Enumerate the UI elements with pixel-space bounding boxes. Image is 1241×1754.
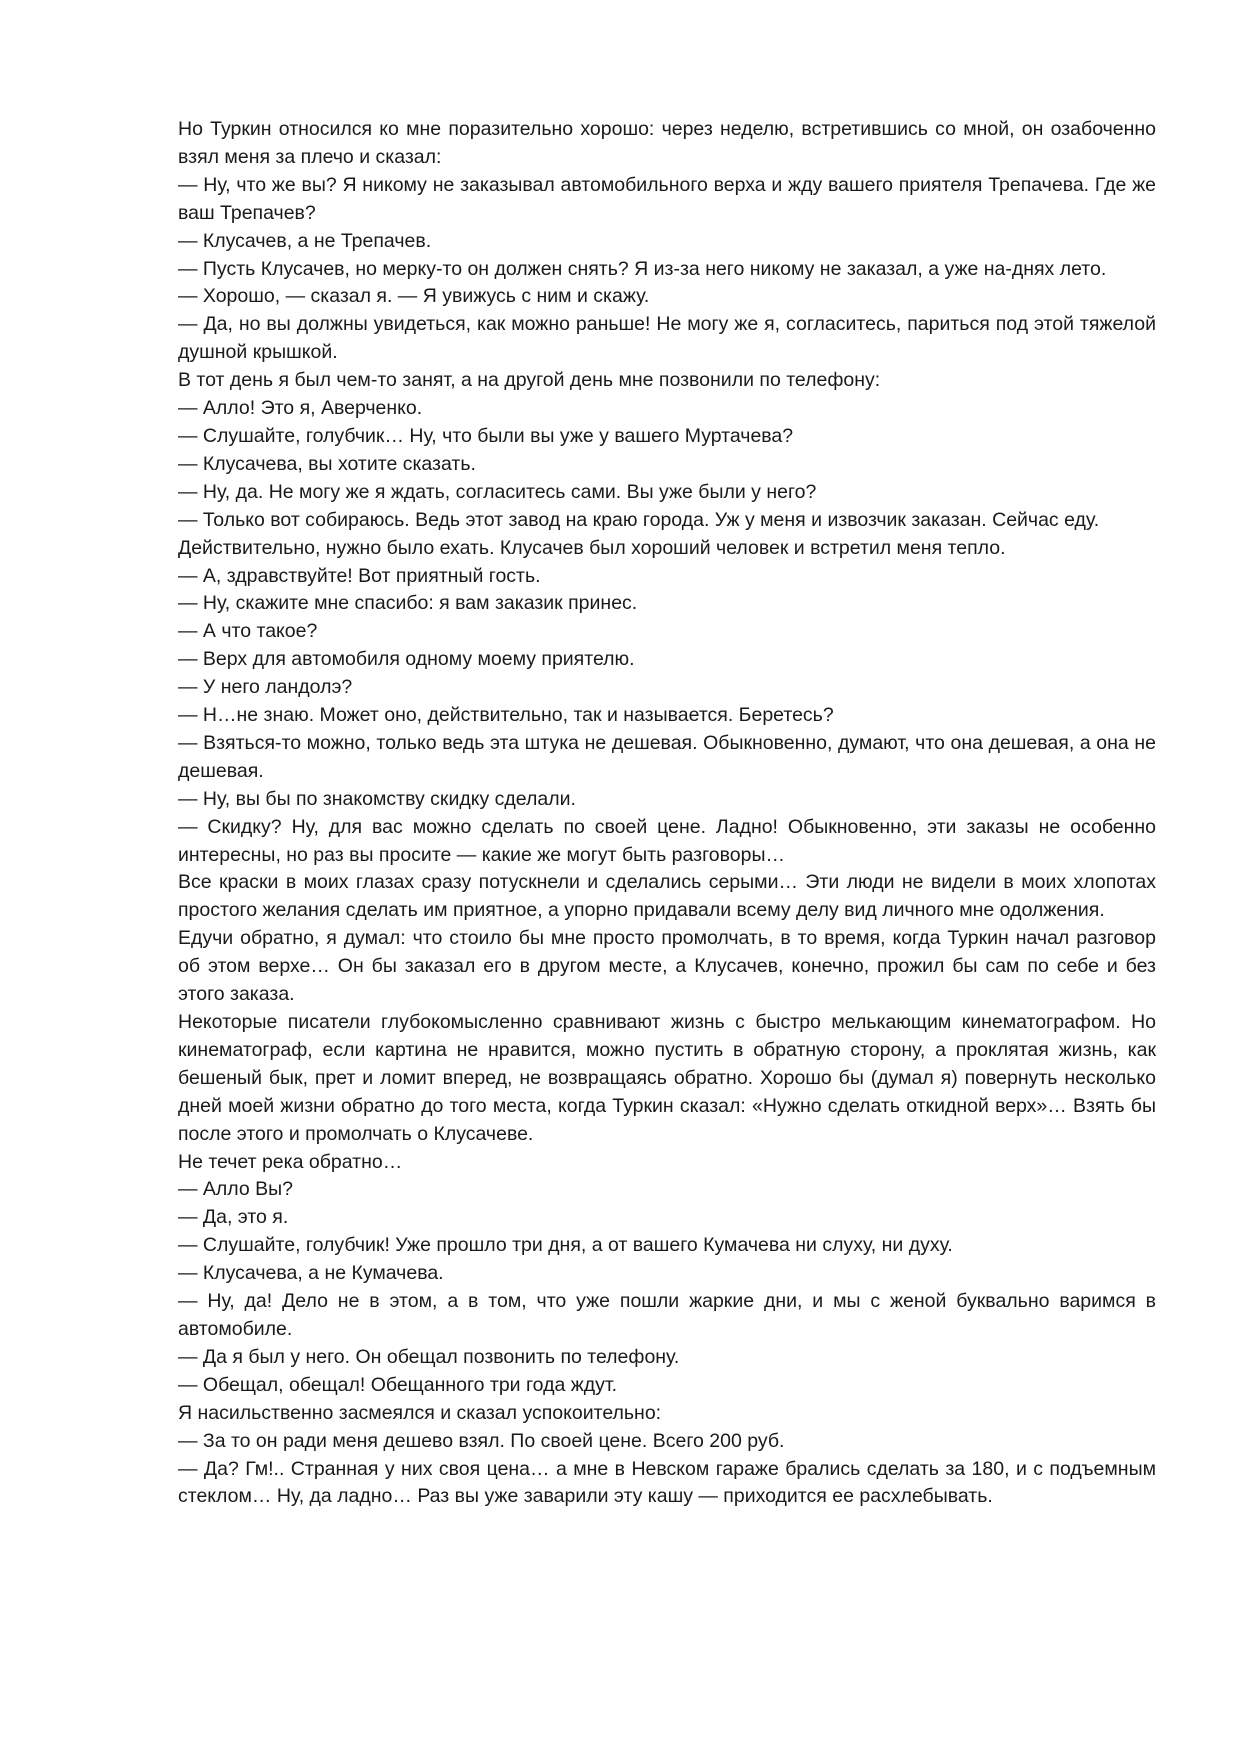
paragraph: — Только вот собираюсь. Ведь этот завод на краю города. Уж у меня и извозчик заказан. Сейчас еду. (178, 508, 1100, 531)
paragraph: — Клусачева, а не Кумачева. (178, 1262, 444, 1285)
paragraph: — Пусть Клусачев, но мерку-то он должен снять? Я из-за него никому не заказал, а уже на-днях лето. (178, 257, 1107, 280)
paragraph: — Да, это я. (178, 1206, 289, 1229)
paragraph: — Алло! Это я, Аверченко. (178, 397, 423, 420)
paragraph: — Слушайте, голубчик… Ну, что были вы уже у вашего Муртачева? (178, 424, 794, 447)
paragraph: — Ну, скажите мне спасибо: я вам заказик принес. (178, 592, 638, 615)
paragraph: — Клусачева, вы хотите сказать. (178, 452, 476, 475)
paragraph: — А, здравствуйте! Вот приятный гость. (178, 564, 541, 587)
paragraph: — Ну, вы бы по знакомству скидку сделали. (178, 787, 576, 810)
paragraph: Не течет река обратно… (178, 1150, 403, 1173)
document-page (178, 116, 1156, 1511)
paragraph: — Взяться-то можно, только ведь эта штука не дешевая. Обыкновенно, думают, что она дешевая, а она не дешевая. (178, 731, 1156, 782)
paragraph: — Да, но вы должны увидеться, как можно раньше! Не могу же я, согласитесь, париться под этой тяжелой душной крышкой. (178, 313, 1156, 364)
paragraph: — Ну, что же вы? Я никому не заказывал автомобильного верха и жду вашего приятеля Трепачева. Где же ваш Трепачев? (178, 173, 1156, 224)
paragraph: — За то он ради меня дешево взял. По своей цене. Всего 200 руб. (178, 1429, 785, 1452)
paragraph: Все краски в моих глазах сразу потускнели и сделались серыми… Эти люди не видели в моих хлопотах простого желания сделать им приятное, а упорно придавали всему делу вид личного мне одолжения. (178, 871, 1156, 922)
paragraph: — Верх для автомобиля одному моему приятелю. (178, 648, 635, 671)
paragraph: Действительно, нужно было ехать. Клусачев был хороший человек и встретил меня тепло. (178, 536, 1006, 559)
paragraph: В тот день я был чем-то занят, а на другой день мне позвонили по телефону: (178, 369, 881, 392)
paragraph: — Клусачев, а не Трепачев. (178, 229, 432, 252)
paragraph: — Ну, да! Дело не в этом, а в том, что уже пошли жаркие дни, и мы с женой буквально варимся в автомобиле. (178, 1290, 1156, 1340)
paragraph: — Да? Гм!.. Странная у них своя цена… а мне в Невском гараже брались сделать за 180, и с подъемным стеклом… Ну, да ладно… Раз вы уже заварили эту кашу — приходится ее расхлебывать. (178, 1457, 1156, 1508)
paragraph: — Слушайте, голубчик! Уже прошло три дня, а от вашего Кумачева ни слуху, ни духу. (178, 1234, 953, 1257)
paragraph: — Да я был у него. Он обещал позвонить по телефону. (178, 1345, 680, 1368)
paragraph: — Ну, да. Не могу же я ждать, согласитесь сами. Вы уже были у него? (178, 480, 817, 503)
paragraph: Некоторые писатели глубокомысленно сравнивают жизнь с быстро мелькающим кинематографом. Но кинематограф, если картина не нравится, можно пустить в обратную сторону, а проклятая жизнь, как бешеный бык, прет и ломит вперед, не возвращаясь обратно. Хорошо бы (думал я) повернуть несколько дней моей жизни обратно до того места, когда Туркин сказал: «Нужно сделать откидной верх»… Взять бы после этого и промолчать о Клусачеве. (178, 1011, 1156, 1145)
paragraph: — А что такое? (178, 620, 318, 643)
paragraph: — Скидку? Ну, для вас можно сделать по своей цене. Ладно! Обыкновенно, эти заказы не особенно интересны, но раз вы просите — какие же могут быть разговоры… (178, 815, 1156, 866)
paragraph: — Алло Вы? (178, 1178, 294, 1201)
paragraph: Едучи обратно, я думал: что стоило бы мне просто промолчать, в то время, когда Туркин начал разговор об этом верхе… Он бы заказал его в другом месте, а Клусачев, конечно, прожил бы сам по себе и без этого заказа. (178, 927, 1156, 1006)
paragraph: — Н…не знаю. Может оно, действительно, так и называется. Беретесь? (178, 704, 834, 727)
paragraph: — У него ландолэ? (178, 676, 353, 699)
paragraph: Я насильственно засмеялся и сказал успокоительно: (178, 1401, 662, 1424)
paragraph: Но Туркин относился ко мне поразительно хорошо: через неделю, встретившись со мной, он озабоченно взял меня за плечо и сказал: (178, 118, 1156, 168)
paragraph: — Хорошо, — сказал я. — Я увижусь с ним и скажу. (178, 285, 650, 308)
paragraph: — Обещал, обещал! Обещанного три года ждут. (178, 1373, 618, 1396)
